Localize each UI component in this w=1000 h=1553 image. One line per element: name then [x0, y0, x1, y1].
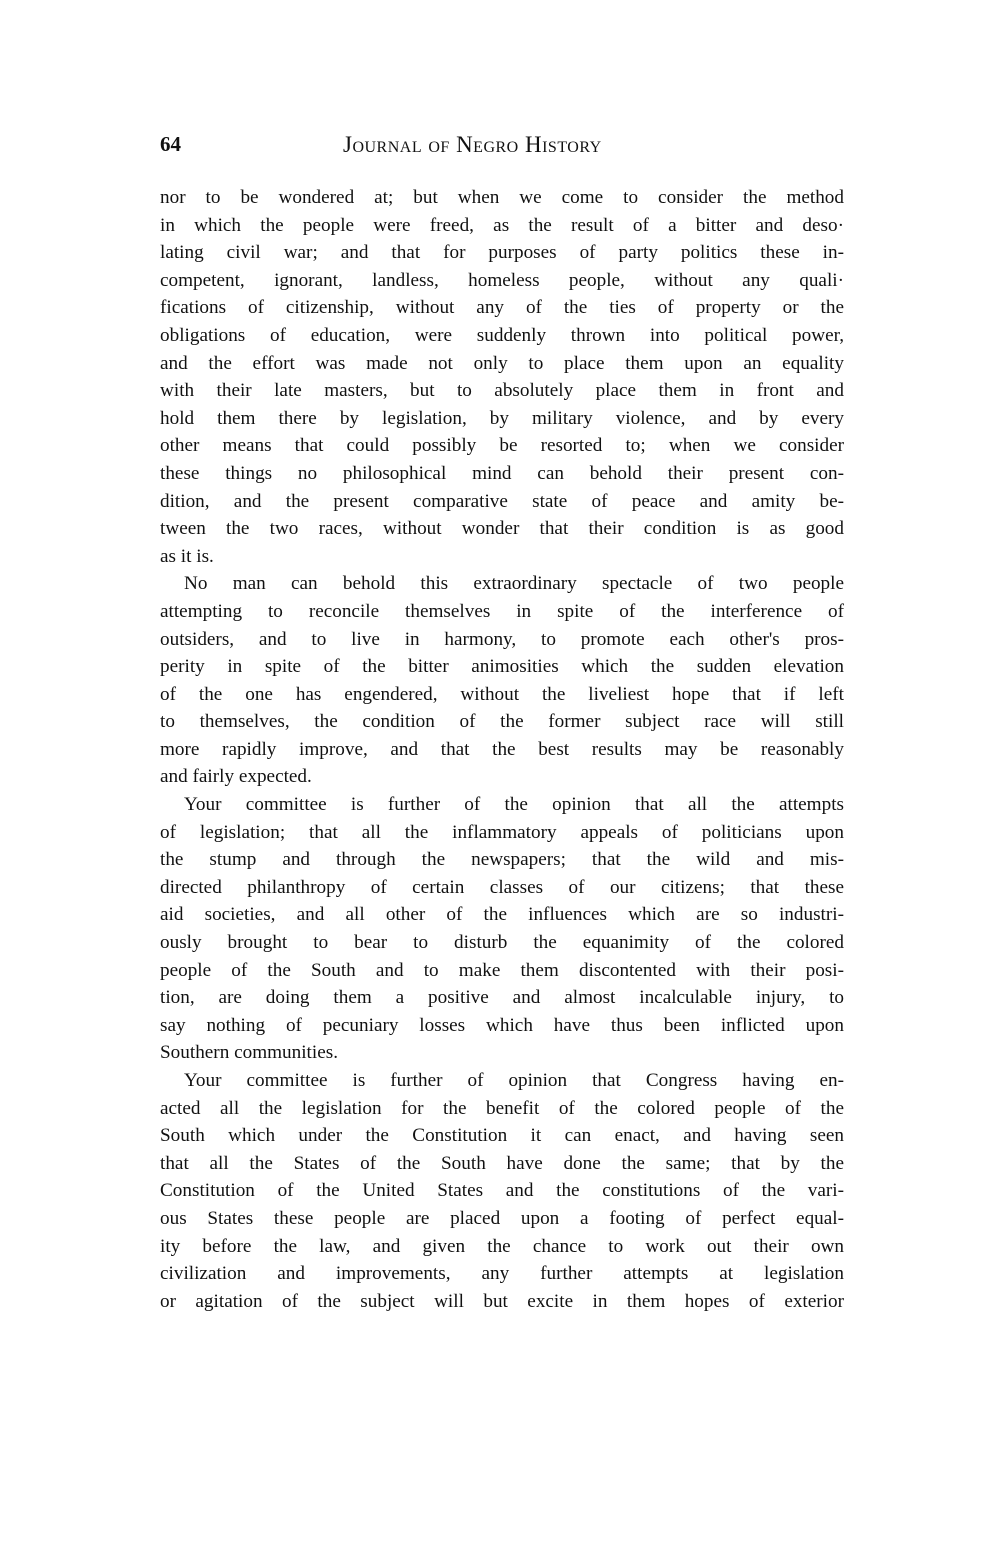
text-line: of legislation; that all the inflammatory appeals of politicians upon — [160, 821, 844, 843]
text-line: Your committee is further of the opinion that all the attempts — [184, 794, 844, 816]
text-line: and fairly expected. — [160, 766, 312, 788]
text-line: aid societies, and all other of the influences which are so industri- — [160, 904, 844, 926]
text-line: in which the people were freed, as the result of a bitter and deso· — [160, 214, 844, 236]
text-line: the stump and through the newspapers; that the wild and mis- — [160, 849, 844, 871]
text-line: ously brought to bear to disturb the equanimity of the colored — [160, 932, 844, 954]
text-line: directed philanthropy of certain classes of our citizens; that these — [160, 876, 844, 898]
page-number: 64 — [160, 132, 181, 156]
body-text — [160, 184, 844, 1315]
text-line: outsiders, and to live in harmony, to promote each other's pros- — [160, 628, 844, 650]
paragraph — [160, 184, 844, 570]
text-line: people of the South and to make them discontented with their posi- — [160, 959, 844, 981]
text-line: hold them there by legislation, by military violence, and by every — [160, 407, 844, 429]
text-line: or agitation of the subject will but excite in them hopes of exterior — [160, 1290, 844, 1312]
paragraph — [160, 791, 844, 1067]
paragraph — [160, 1067, 844, 1315]
text-line: Constitution of the United States and the constitutions of the vari- — [160, 1180, 844, 1202]
text-line: fications of citizenship, without any of the ties of property or the — [160, 297, 844, 319]
text-line: No man can behold this extraordinary spectacle of two people — [184, 573, 844, 595]
text-line: attempting to reconcile themselves in spite of the interference of — [160, 600, 844, 622]
text-line: Your committee is further of opinion that Congress having en- — [184, 1070, 844, 1091]
text-line: say nothing of pecuniary losses which have thus been inflicted upon — [160, 1014, 844, 1036]
text-line: these things no philosophical mind can behold their present con- — [160, 462, 844, 484]
text-line: to themselves, the condition of the former subject race will still — [160, 711, 844, 733]
text-line: other means that could possibly be resorted to; when we consider — [160, 435, 844, 457]
running-head — [160, 128, 844, 164]
text-line: that all the States of the South have done the same; that by the — [160, 1152, 844, 1174]
document-page — [160, 128, 844, 1315]
text-line: with their late masters, but to absolutely place them in front and — [160, 380, 844, 402]
text-line: Southern communities. — [160, 1042, 338, 1064]
text-line: as it is. — [160, 545, 214, 567]
text-line: and the effort was made not only to place them upon an equality — [160, 352, 844, 374]
text-line: acted all the legislation for the benefit of the colored people of the — [160, 1097, 844, 1119]
text-line: ous States these people are placed upon a footing of perfect equal- — [160, 1207, 844, 1229]
text-line: perity in spite of the bitter animosities which the sudden elevation — [160, 656, 844, 678]
text-line: nor to be wondered at; but when we come to consider the method — [160, 187, 844, 208]
text-line: obligations of education, were suddenly thrown into political power, — [160, 324, 844, 346]
text-line: of the one has engendered, without the liveliest hope that if left — [160, 683, 844, 705]
text-line: dition, and the present comparative state of peace and amity be- — [160, 490, 844, 512]
paragraph — [160, 570, 844, 791]
text-line: civilization and improvements, any further attempts at legislation — [160, 1263, 844, 1285]
text-line: more rapidly improve, and that the best results may be reasonably — [160, 738, 844, 760]
text-line: tween the two races, without wonder that their condition is as good — [160, 518, 844, 540]
journal-title: Journal of Negro History — [343, 132, 602, 157]
text-line: tion, are doing them a positive and almost incalculable injury, to — [160, 987, 844, 1009]
text-line: lating civil war; and that for purposes of party politics these in- — [160, 242, 844, 264]
text-line: South which under the Constitution it can enact, and having seen — [160, 1125, 844, 1147]
text-line: competent, ignorant, landless, homeless people, without any quali· — [160, 269, 844, 291]
text-line: ity before the law, and given the chance to work out their own — [160, 1235, 844, 1257]
